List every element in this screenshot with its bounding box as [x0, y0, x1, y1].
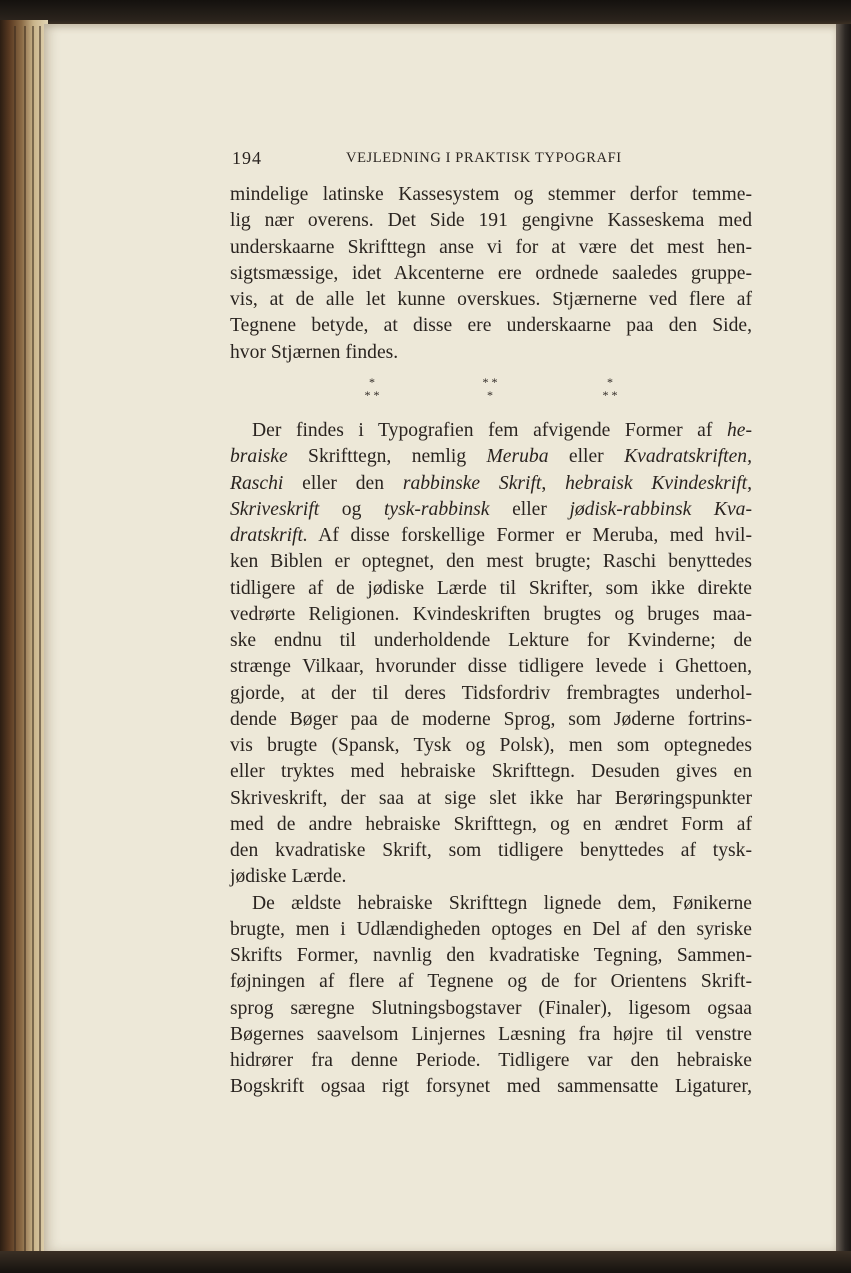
text-run: strænge Vilkaar, hvorunder disse tidligere levede i Ghettoen, [230, 656, 752, 678]
text-line: lig nær overens. Det Side 191 gengivne Kasseskema med [230, 210, 752, 232]
italic-term: Kvadratskriften, [624, 446, 752, 468]
page-header [232, 148, 752, 172]
asterism-bottom: * * [602, 388, 618, 402]
text-line: sigtsmæssige, idet Akcenterne ere ordnede saaledes gruppe- [230, 262, 752, 284]
italic-term: braiske [230, 446, 288, 468]
text-run: eller den [283, 472, 403, 494]
text-run: Skriveskrift, der saa at sige slet ikke har Berøringspunkter [230, 787, 752, 809]
italic-term: he- [726, 420, 752, 441]
text-run: Skrifttegn, nemlig [287, 446, 487, 468]
italic-term: hebraisk Kvindeskrift, [565, 472, 753, 494]
text-line [230, 549, 752, 575]
text-line: Bogskrift ogsaa rigt forsynet med sammensatte Ligaturer, [230, 1076, 752, 1098]
asterism-group [592, 376, 628, 406]
text-line: føjningen af flere af Tegnene og de for Orientens Skrift- [230, 971, 752, 993]
book-right-edge [836, 24, 851, 1273]
asterism-group [354, 376, 390, 406]
text-line: vis, at de alle let kunne overskues. Stjærnerne ved flere af [230, 289, 752, 310]
text-line [230, 786, 752, 812]
text-run: eller [489, 498, 570, 520]
text-block-main [230, 418, 752, 1101]
text-run: ske endnu til underholdende Lekture for Kvinderne; de [230, 630, 752, 651]
text-line [230, 733, 752, 759]
italic-term: tysk-rabbinsk [383, 498, 490, 520]
text-run: Af disse forskellige Former er Meruba, med hvil- [307, 525, 752, 546]
asterism-top: * [369, 375, 375, 389]
text-run: , [541, 472, 566, 494]
text-line [230, 523, 752, 549]
book-bottom-edge [0, 1251, 851, 1273]
page-stack-line [24, 26, 26, 1251]
text-line [230, 628, 752, 654]
text-line: Skrifts Former, navnlig den kvadratiske Tegning, Sammen- [230, 945, 752, 966]
text-line [230, 576, 752, 602]
text-run: med de andre hebraiske Skrifttegn, og en ændret Form af [230, 813, 752, 835]
text-run: tidligere af de jødiske Lærde til Skrifter, som ikke direkte [230, 577, 752, 599]
text-line [230, 812, 752, 838]
page-stack-line [32, 26, 34, 1251]
text-run: Der findes i Typografien fem afvigende Former af [252, 420, 727, 441]
text-run: vis brugte (Spansk, Tysk og Polsk), men som optegnedes [230, 735, 752, 756]
running-title: VEJLEDNING I PRAKTISK TYPOGRAFI [346, 150, 622, 166]
paragraph-3 [230, 891, 752, 1101]
text-block-top [230, 182, 752, 366]
page-stack-line [14, 26, 16, 1251]
text-line [230, 497, 752, 523]
paragraph-2 [230, 418, 752, 891]
text-run: den kvadratiske Skrift, som tidligere benyttedes af tysk- [230, 840, 752, 861]
text-run: gjorde, at der til deres Tidsfordriv frembragtes underhol- [230, 682, 752, 704]
asterism-bottom: * [487, 388, 493, 402]
text-run: ken Biblen er optegnet, den mest brugte; Raschi benyttedes [230, 551, 752, 573]
asterism-top: * [607, 375, 613, 389]
text-line [230, 602, 752, 628]
italic-term: rabbinske Skrift [402, 472, 542, 494]
text-run: dende Bøger paa de moderne Sprog, som Jøderne fortrins- [230, 708, 752, 730]
section-break-asterism [350, 376, 640, 406]
text-run: eller [548, 446, 625, 468]
text-line [230, 681, 752, 707]
text-line: brugte, men i Udlændigheden optoges en Del af den syriske [230, 918, 752, 940]
italic-term: Skriveskrift [230, 498, 320, 520]
text-run: eller tryktes med hebraiske Skrifttegn. Desuden gives en [230, 761, 752, 783]
text-line: De ældste hebraiske Skrifttegn lignede dem, Fønikerne [252, 892, 752, 914]
text-line [230, 864, 752, 890]
text-line [230, 838, 752, 864]
asterism-top: * * [482, 375, 498, 389]
text-line: sprog særegne Slutningsbogstaver (Finaler), ligesom ogsaa [230, 997, 752, 1019]
page-stack-line [39, 26, 41, 1251]
page-number: 194 [232, 148, 262, 168]
text-run: og [319, 498, 384, 520]
asterism-bottom: * * [364, 388, 380, 402]
text-line [230, 707, 752, 733]
text-line [230, 471, 752, 497]
text-line: Tegnene betyde, at disse ere underskaarne paa den Side, [230, 315, 752, 337]
italic-term: jødisk-rabbinsk Kva- [569, 498, 752, 520]
text-line [230, 444, 752, 470]
text-line: underskaarne Skrifttegn anse vi for at være det mest hen- [230, 236, 752, 258]
text-line [230, 654, 752, 680]
asterism-group [472, 376, 508, 406]
italic-term: dratskrift. [230, 525, 308, 546]
text-line: hvor Stjærnen findes. [230, 341, 399, 363]
italic-term: Meruba [486, 446, 549, 468]
text-run: vedrørte Religionen. Kvindeskriften brugtes og bruges maa- [230, 603, 752, 625]
text-run: jødiske Lærde. [230, 866, 347, 888]
text-line: mindelige latinske Kassesystem og stemmer derfor temme- [230, 184, 752, 205]
text-line [230, 418, 752, 444]
text-line: Bøgernes saavelsom Linjernes Læsning fra højre til venstre [230, 1023, 752, 1045]
text-line [230, 759, 752, 785]
text-line: hidrører fra denne Periode. Tidligere var den hebraiske [230, 1050, 752, 1071]
paragraph-1 [230, 182, 752, 366]
italic-term: Raschi [230, 472, 284, 494]
